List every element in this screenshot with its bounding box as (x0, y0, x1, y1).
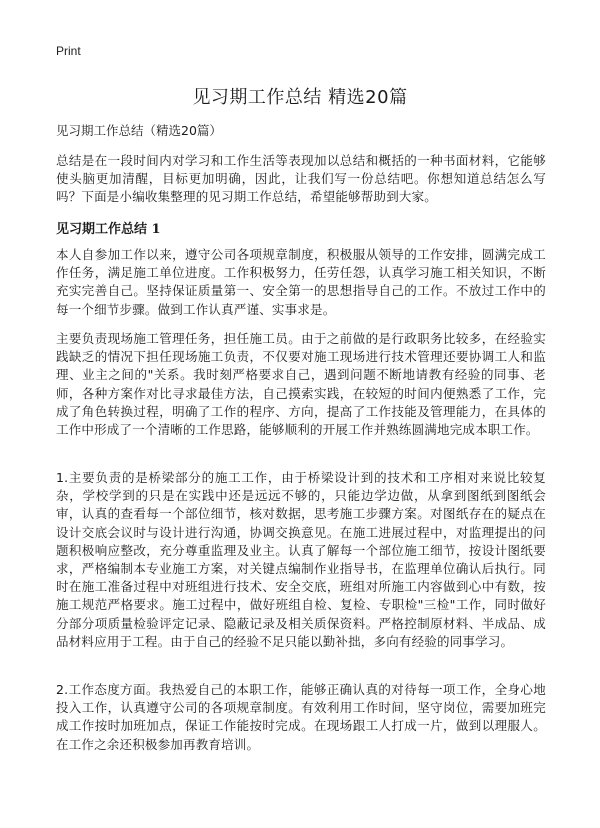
body-paragraph-2: 主要负责现场施工管理任务，担任施工员。由于之前做的是行政职务比较多，在经验实践缺乏的情况下担任现场施工负责，不仅要对施工现场进行技术管理还要协调工人和监理、业主之间的"关系。我时刻严格要求自己，遇到问题不断地请教有经验的同事、老师，各种方案作对比寻求最佳方法，自己摸索实践，在较短的时间内便熟悉了工作，完成了角色转换过程，明确了工作的程序、方向，提高了工作技能及管理能力，在具体的工作中形成了一个清晰的工作思路，能够顺利的开展工作并熟练圆满地完成本职工作。 (56, 331, 546, 438)
section-heading: 见习期工作总结 1 (56, 222, 161, 237)
intro-paragraph: 总结是在一段时间内对学习和工作生活等表现加以总结和概括的一种书面材料，它能够使头脑更加清醒，目标更加明确，因此，让我们写一份总结吧。你想知道总结怎么写吗？下面是小编收集整理的见习期工作总结，希望能够帮助到大家。 (56, 153, 546, 205)
document-title: 见习期工作总结 精选20篇 (192, 87, 408, 108)
print-link[interactable]: Print (56, 44, 81, 58)
document-subtitle: 见习期工作总结（精选20篇） (56, 123, 222, 138)
body-paragraph-3: 1.主要负责的是桥梁部分的施工工作，由于桥梁设计到的技术和工序相对来说比较复杂，学校学到的只是在实践中还是远远不够的，只能边学边做，从拿到图纸到图纸会审，认真的查看每一个部位细节，核对数据，思考施工步骤方案。对图纸存在的疑点在设计交底会议时与设计进行沟通，协调交换意见。在施工进展过程中，对监理提出的问题积极响应整改，充分尊重监理及业主。认真了解每一个部位施工细节，按设计图纸要求，严格编制本专业施工方案，对关键点编制作业指导书，在监理单位确认后执行。同时在施工准备过程中对班组进行技术、安全交底，班组对所施工内容做到心中有数，按施工规范严格要求。施工过程中，做好班组自检、复检、专职检"三检"工作，同时做好分部分项质量检验评定记录、隐蔽记录及相关质保资料。严格控制原材料、半成品、成品材料应用于工程。由于自己的经验不足只能以勤补拙，多向有经验的同事学习。 (56, 470, 546, 649)
body-paragraph-4: 2.工作态度方面。我热爱自己的本职工作，能够正确认真的对待每一项工作，全身心地投入工作，认真遵守公司的各项规章制度。有效利用工作时间，坚守岗位，需要加班完成工作按时加班加点，保证工作能按时完成。在现场跟工人打成一片，做到以理服人。在工作之余还积极参加再教育培训。 (56, 682, 546, 752)
body-paragraph-1: 本人自参加工作以来，遵守公司各项规章制度，积极服从领导的工作安排，圆满完成工作任务，满足施工单位进度。工作积极努力，任劳任怨，认真学习施工相关知识，不断充实完善自己。坚持保证质量第一、安全第一的思想指导自己的工作。不放过工作中的每一个细节步骤。做到工作认真严谨、实事求是。 (56, 247, 546, 317)
